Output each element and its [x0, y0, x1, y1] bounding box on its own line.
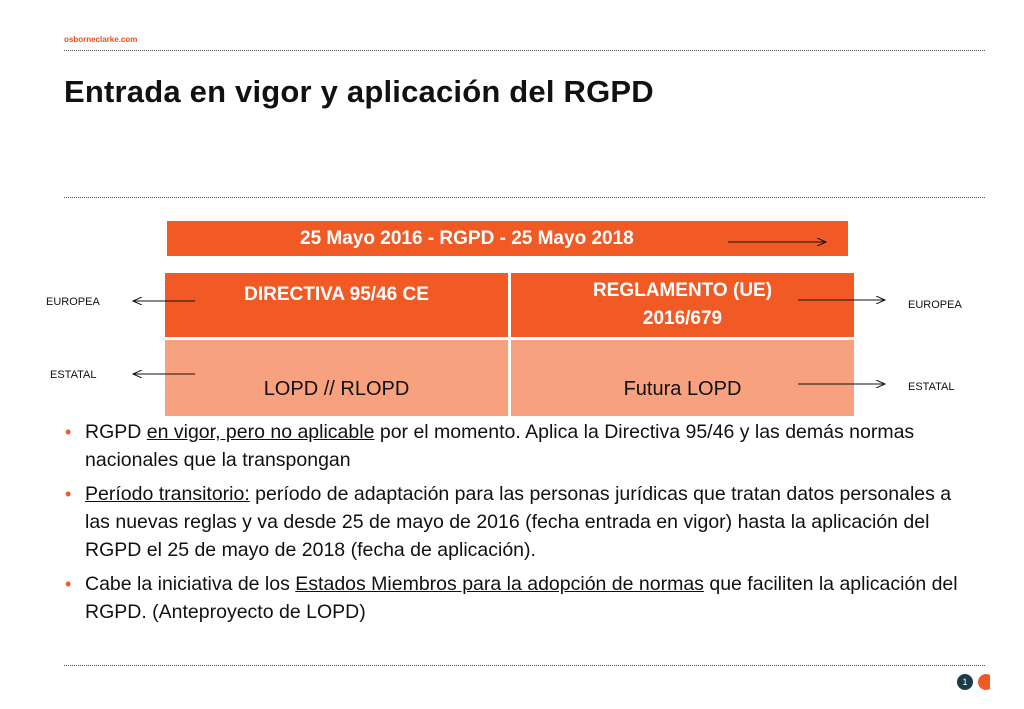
bullet-item — [64, 418, 964, 474]
bullet-underlined: Período transitorio: — [85, 483, 250, 505]
bullet-underlined: Estados Miembros para la adopción de normas — [295, 573, 704, 595]
label-europea-right: EUROPEA — [908, 299, 962, 311]
page-number-badge: 1 — [957, 674, 973, 690]
bullet-text: Cabe la iniciativa de los — [85, 573, 296, 595]
bullet-dot-icon: • — [65, 484, 72, 504]
left-header-text: DIRECTIVA 95/46 CE — [244, 284, 429, 305]
bullet-list — [64, 418, 964, 632]
label-estatal-right: ESTATAL — [908, 381, 955, 393]
bullet-dot-icon: • — [65, 574, 72, 594]
right-body-text: Futura LOPD — [623, 378, 742, 400]
bullet-dot-icon: • — [65, 422, 72, 442]
bullet-text: período de adaptación para las personas jurídicas que tratan datos personales a las nuevas reglas y va desde 25 de mayo de 2016 (fecha entrada en vigor) hasta la aplicación del RGPD el 25 de mayo de 2018 (fecha de aplicación). — [85, 483, 952, 561]
page-title: Entrada en vigor y aplicación del RGPD — [64, 74, 654, 109]
right-header-line1: REGLAMENTO (UE) — [592, 280, 773, 301]
label-estatal-left: ESTATAL — [50, 369, 97, 381]
left-body-text: LOPD // RLOPD — [263, 378, 410, 400]
brand-mark-icon — [978, 674, 990, 690]
bullet-text: RGPD — [85, 421, 147, 443]
bullet-underlined: en vigor, pero no aplicable — [146, 421, 375, 443]
bullet-item — [64, 480, 964, 564]
site-url: osborneclarke.com — [64, 35, 138, 44]
label-europea-left: EUROPEA — [46, 296, 100, 308]
timeline-label: 25 Mayo 2016 - RGPD - 25 Mayo 2018 — [300, 228, 634, 249]
bullet-text: por el momento. Aplica la Directiva 95/46 y las demás normas nacionales que la transpongan — [85, 421, 915, 471]
right-header-line2: 2016/679 — [642, 308, 723, 329]
bottom-divider — [64, 665, 985, 666]
bullet-item — [64, 570, 964, 626]
bullet-text: que faciliten la aplicación del RGPD. (Anteproyecto de LOPD) — [85, 573, 958, 623]
